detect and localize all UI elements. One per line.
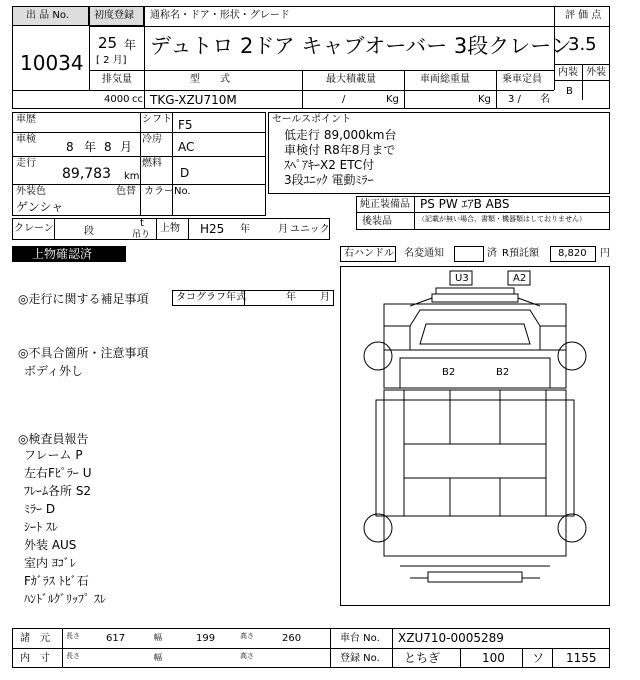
color-label: 外装色 bbox=[16, 186, 46, 197]
inspector-item: フレーム P bbox=[24, 448, 83, 462]
inspector-item: ﾊﾝﾄﾞﾙｸﾞﾘｯﾌﾟ ｽﾚ bbox=[24, 592, 106, 606]
name-change-box bbox=[454, 246, 484, 262]
shaken-year-unit: 年 bbox=[84, 140, 97, 154]
chassis-no: XZU710-0005289 bbox=[398, 631, 504, 645]
reg-year-unit: 年 bbox=[124, 38, 137, 52]
crane-label: クレーン bbox=[14, 223, 54, 234]
rating-value: 3.5 bbox=[568, 34, 597, 55]
chassis-label: 車台 No. bbox=[340, 633, 380, 644]
upper-confirm-text: 上物確認済 bbox=[32, 247, 93, 261]
color-no-label: カラーNo. bbox=[144, 186, 191, 197]
inspector-item: ﾐﾗｰ D bbox=[24, 502, 56, 516]
upper-month-unit: 月 bbox=[278, 224, 288, 235]
capacity-label: 乗車定員 bbox=[502, 74, 542, 85]
width: 199 bbox=[196, 633, 216, 644]
mileage: 89,783 bbox=[62, 166, 111, 182]
inspector-item: ｼｰﾄ ｽﾚ bbox=[24, 520, 58, 534]
reg-year: 25 bbox=[98, 34, 118, 52]
tacho-month: 月 bbox=[320, 292, 330, 303]
strike-label: 済 bbox=[487, 248, 497, 259]
crane-lift: 吊り bbox=[132, 230, 151, 240]
upper-year-unit: 年 bbox=[240, 224, 250, 235]
title-label: 通称名・ドア・形状・グレード bbox=[150, 10, 290, 21]
shift: F5 bbox=[178, 118, 193, 132]
upper-year: H25 bbox=[200, 222, 225, 236]
height-label: 高さ bbox=[240, 632, 254, 640]
inspector-title: ◎検査員報告 bbox=[18, 432, 89, 446]
yen-label: 円 bbox=[600, 248, 610, 259]
displacement-unit: cc bbox=[132, 94, 143, 105]
height-label-2: 高さ bbox=[240, 652, 254, 660]
equipment-label: 純正装備品 bbox=[360, 199, 410, 210]
displacement-label: 排気量 bbox=[102, 74, 132, 85]
aftermarket-note: （記載が無い場合、書類・機器類はしておりません） bbox=[418, 215, 586, 223]
max-load: / bbox=[342, 94, 346, 105]
interior-grade-label: 内装 bbox=[558, 67, 578, 78]
mark-b2-left: B2 bbox=[442, 367, 456, 378]
r-odometer-label: R預託額 bbox=[502, 248, 539, 259]
reg-label: 登録 No. bbox=[340, 653, 380, 664]
exterior-grade-label: 外装 bbox=[586, 67, 606, 78]
fuel-label: 燃料 bbox=[142, 158, 162, 169]
crane-ton: t bbox=[140, 218, 144, 229]
length-label: 長さ bbox=[66, 632, 80, 640]
name-change-label: 名変通知 bbox=[404, 248, 444, 259]
height: 260 bbox=[282, 633, 302, 644]
vehicle-title: デュトロ 2ドア キャブオーバー 3段クレーン bbox=[150, 34, 572, 58]
equipment-value: PS PW ｴｱB ABS bbox=[420, 197, 510, 211]
inspector-item: Fｶﾞﾗｽ ﾄﾋﾞ石 bbox=[24, 574, 89, 588]
interior-dims-label: 内 寸 bbox=[20, 653, 50, 664]
right-handle-text: 右ハンドル bbox=[344, 248, 394, 259]
capacity: 3 / bbox=[508, 94, 521, 105]
reg-kana: ソ bbox=[532, 651, 545, 665]
model: TKG-XZU710M bbox=[150, 93, 237, 107]
mark-u3: U3 bbox=[455, 273, 469, 284]
length: 617 bbox=[106, 633, 126, 644]
inspector-item: ﾌﾚｰﾑ各所 S2 bbox=[24, 484, 92, 498]
kg-unit-2: Kg bbox=[478, 94, 491, 105]
upper-maker: ユニック bbox=[290, 224, 330, 235]
max-load-label: 最大積載量 bbox=[326, 74, 376, 85]
ac-label: 冷房 bbox=[142, 134, 162, 145]
mark-a2: A2 bbox=[513, 273, 527, 284]
aftermarket-label: 後装品 bbox=[362, 216, 392, 227]
width-label-2: 幅 bbox=[154, 653, 162, 662]
color-change-label: 色替 bbox=[116, 186, 136, 197]
kg-unit-1: Kg bbox=[386, 94, 399, 105]
shaken-month: 8 bbox=[104, 140, 112, 154]
first-reg-label: 初度登録 bbox=[94, 10, 134, 21]
capacity-unit: 名 bbox=[540, 94, 550, 105]
width-label: 幅 bbox=[154, 633, 162, 642]
sales-point-line: 低走行 89,000km台 bbox=[284, 128, 397, 142]
lot-label: 出 品 No. bbox=[26, 10, 69, 21]
reg-area: とちぎ bbox=[404, 651, 441, 665]
reg-class: 100 bbox=[482, 651, 505, 665]
tacho-label: タコグラフ年式 bbox=[176, 292, 246, 303]
upper-label: 上物 bbox=[160, 223, 180, 234]
inspector-item: 室内 ﾖｺﾞﾚ bbox=[24, 556, 76, 570]
sales-points-label: セールスポイント bbox=[272, 114, 352, 125]
rating-label: 評 価 点 bbox=[565, 10, 602, 21]
color: ゲンシャ bbox=[16, 200, 64, 214]
shaken-label: 車検 bbox=[16, 134, 36, 145]
shaken-year: 8 bbox=[66, 140, 74, 154]
mileage-unit: km bbox=[124, 171, 140, 182]
tacho-year: 年 bbox=[286, 292, 296, 303]
truck-diagram bbox=[340, 266, 610, 606]
defects-title: ◎不具合箇所・注意事項 bbox=[18, 346, 149, 360]
reg-number: 1155 bbox=[566, 651, 597, 665]
gross-weight-label: 車両総重量 bbox=[420, 74, 470, 85]
shaken-month-unit: 月 bbox=[120, 140, 133, 154]
mark-b2-right: B2 bbox=[496, 367, 510, 378]
ac: AC bbox=[178, 140, 195, 154]
driving-notes-title: ◎走行に関する補足事項 bbox=[18, 292, 149, 306]
sales-point-line: 3段ﾕﾆｯｸ 電動ﾐﾗｰ bbox=[284, 173, 374, 187]
sales-point-line: 車検付 R8年8月まで bbox=[284, 143, 396, 157]
reg-month: [ 2 月] bbox=[96, 55, 127, 66]
r-odometer: 8,820 bbox=[558, 248, 587, 259]
defect-item: ボディ外し bbox=[24, 364, 84, 378]
inspector-item: 左右Fﾋﾟﾗｰ U bbox=[24, 466, 92, 480]
shift-label: シフト bbox=[142, 114, 172, 125]
lot-number: 10034 bbox=[20, 51, 84, 75]
mileage-label: 走行 bbox=[16, 158, 36, 169]
history-label: 車歴 bbox=[16, 114, 36, 125]
fuel: D bbox=[180, 166, 190, 180]
displacement: 4000 bbox=[104, 94, 130, 105]
dims-label: 諸 元 bbox=[20, 633, 50, 644]
length-label-2: 長さ bbox=[66, 652, 80, 660]
model-label: 型 式 bbox=[190, 74, 230, 85]
inspector-item: 外装 AUS bbox=[24, 538, 77, 552]
interior-grade: B bbox=[566, 86, 573, 97]
sales-point-line: ｽﾍﾟｱｷｰX2 ETC付 bbox=[284, 158, 375, 172]
crane-steps: 段 bbox=[84, 226, 94, 237]
